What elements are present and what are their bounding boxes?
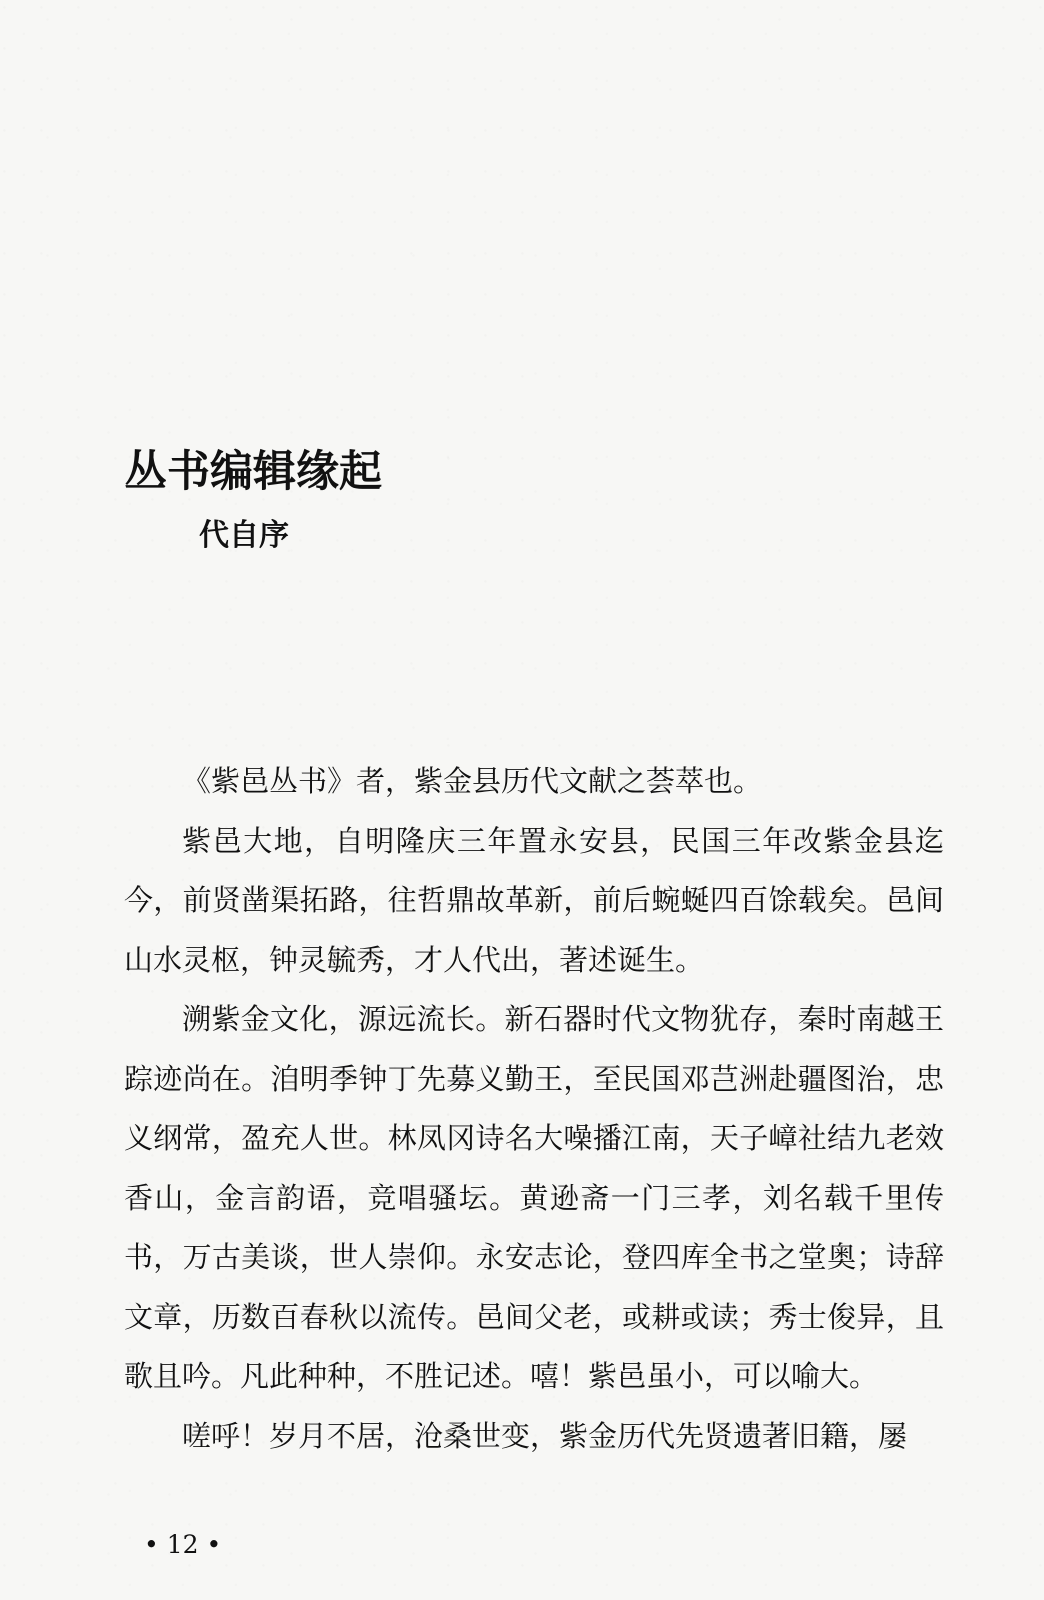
paragraph: 紫邑大地，自明隆庆三年置永安县，民国三年改紫金县迄今，前贤凿渠拓路，往哲鼎故革新，前后蜿蜒四百馀载矣。邑间山水灵枢，钟灵毓秀，才人代出，著述诞生。 — [124, 823, 944, 977]
paragraph: 《紫邑丛书》者，紫金县历代文献之荟萃也。 — [182, 764, 763, 798]
chapter-title: 丛书编辑缘起 — [124, 447, 382, 497]
paragraph: 嗟呼！岁月不居，沧桑世变，紫金历代先贤遗著旧籍，屡 — [182, 1418, 908, 1453]
chapter-subtitle: 代自序 — [199, 518, 289, 553]
paragraph: 溯紫金文化，源远流长。新石器时代文物犹存，秦时南越王踪迹尚在。洎明季钟丁先募义勤王，至民国邓芑洲赴疆图治，忠义纲常，盈充人世。林凤冈诗名大噪播江南，天子嶂社结九老效香山，金言韵语，竞唱骚坛。黄逊斋一门三孝，刘名载千里传书，万古美谈，世人崇仰。永安志论，登四库全书之堂奥；诗辞文章，历数百春秋以流传。邑间父老，或耕或读；秀士俊异，且歌且吟。凡此种种，不胜记述。嘻！紫邑虽小，可以喻大。 — [124, 1002, 944, 1393]
body-text — [124, 752, 944, 1466]
page-number: • 12 • — [144, 1530, 222, 1559]
